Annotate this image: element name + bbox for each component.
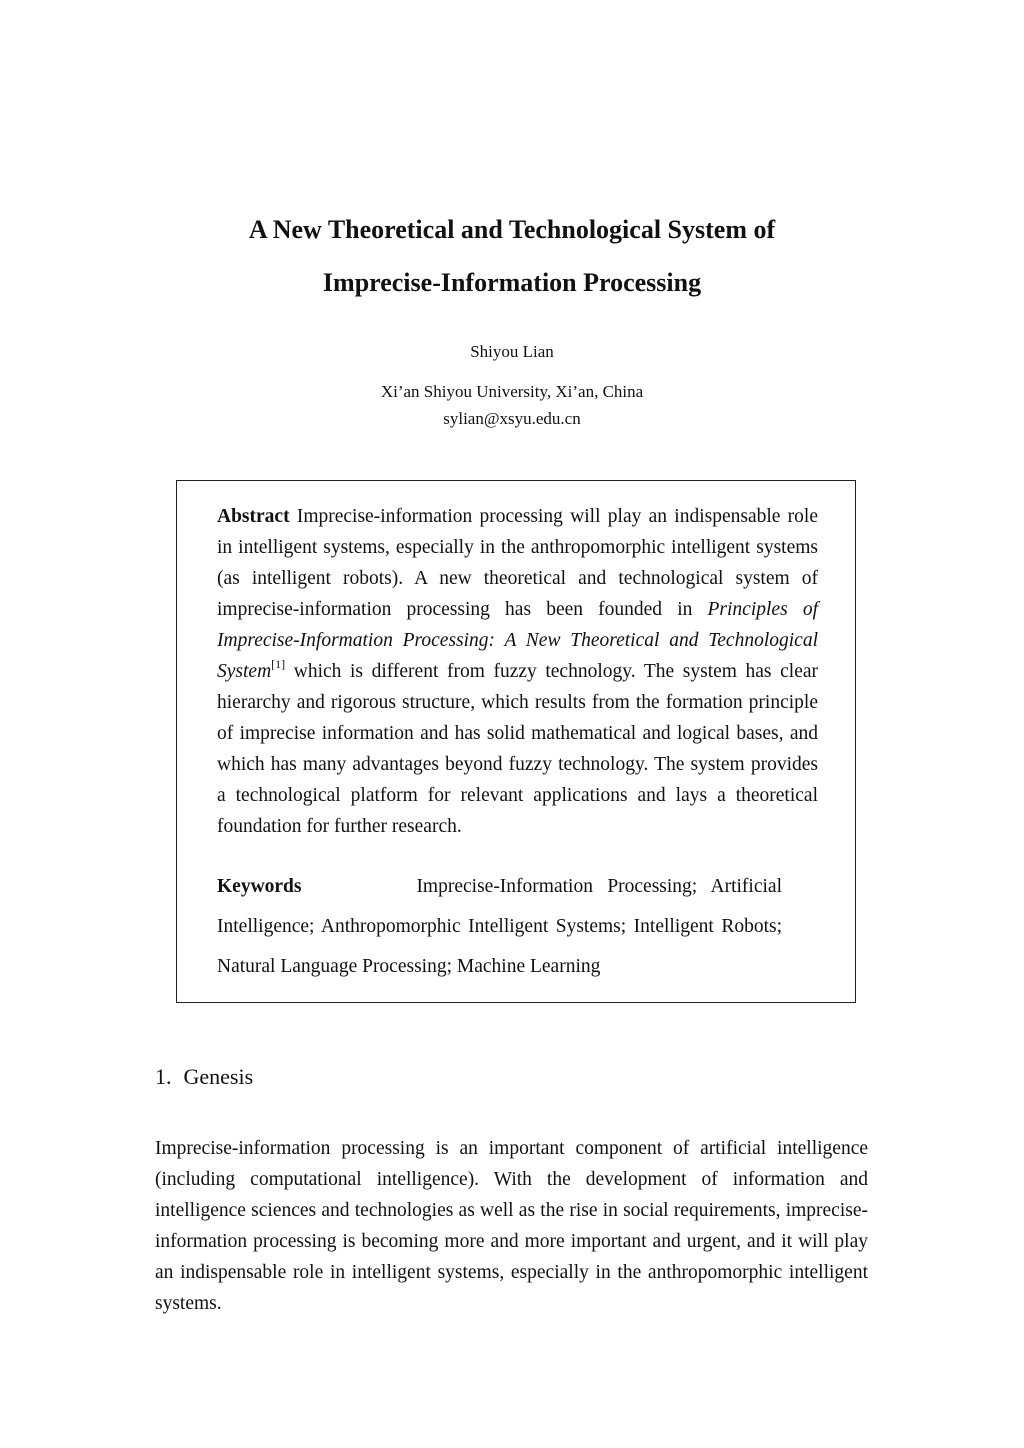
section-heading [155,1064,253,1090]
section-title: Genesis [183,1064,254,1089]
abstract-box [176,480,856,1003]
author-email: sylian@xsyu.edu.cn [443,409,581,428]
citation-marker: [1] [271,657,286,671]
keywords-text: Imprecise-Information Processing; Artificial Intelligence; Anthropomorphic Intelligent Systems; Intelligent Robots; Natural Language Processing; Machine Learning [217,876,782,977]
keywords-paragraph [217,867,782,987]
abstract-label: Abstract [217,506,290,527]
abstract-text-part-1: Imprecise-information processing will play an indispensable role in intelligent systems, especially in the anthropomorphic intelligent systems (as intelligent robots). A new theoretical and technological system of imprecise-information processing has been founded in [217,506,818,620]
paper-title-line-1: A New Theoretical and Technological System of [248,215,776,244]
abstract-book-title: Principles of Imprecise-Information Processing: A New Theoretical and Technological System [217,599,818,682]
paper-title-line-2: Imprecise-Information Processing [322,268,702,297]
abstract-text-part-2: which is different from fuzzy technology. The system has clear hierarchy and rigorous structure, which results from the formation principle of imprecise information and has solid mathematical and logical bases, and which has many advantages beyond fuzzy technology. The system provides a technological platform for relevant applications and lays a theoretical foundation for further research. [217,661,818,837]
body-paragraph: Imprecise-information processing is an important component of artificial intelligence (including computational intelligence). With the development of information and intelligence sciences and technologies as well as the rise in social requirements, imprecise-information processing is becoming more and more important and urgent, and it will play an indispensable role in intelligent systems, especially in the anthropomorphic intelligent systems. [155,1138,868,1314]
author-affiliation: Xi’an Shiyou University, Xi’an, China [380,382,644,401]
section-number: 1. [155,1064,172,1089]
keywords-label: Keywords [217,876,302,897]
abstract-paragraph [217,501,818,842]
author-name: Shiyou Lian [470,342,554,361]
